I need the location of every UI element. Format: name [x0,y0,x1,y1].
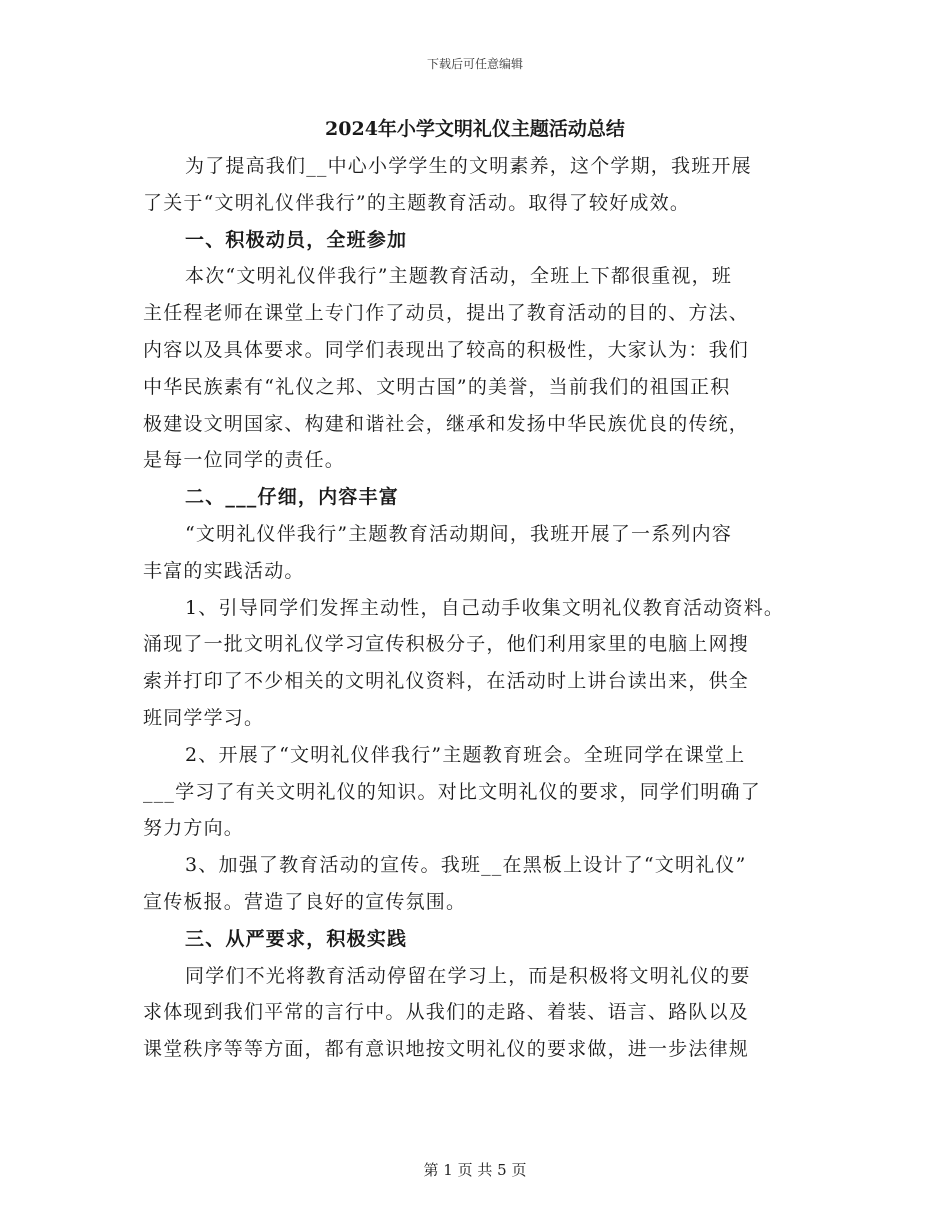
page-footer: 第 1 页 共 5 页 [423,1161,527,1179]
body-line: 了关于“文明礼仪伴我行”的主题教育活动。取得了较好成效。 [143,191,691,214]
body-line: “文明礼仪伴我行”主题教育活动期间，我班开展了一系列内容 [185,522,733,545]
body-line: 努力方向。 [143,817,245,840]
section-heading: 一、积极动员，全班参加 [185,228,408,251]
section-heading: 二、___仔细，内容丰富 [185,486,399,509]
body-line: 涌现了一批文明礼仪学习宣传积极分子，他们利用家里的电脑上网搜 [143,633,750,656]
body-line: 2、开展了“文明礼仪伴我行”主题教育班会。全班同学在课堂上 [185,743,746,766]
body-line: 课堂秩序等等方面，都有意识地按文明礼仪的要求做，进一步法律规 [143,1038,750,1061]
body-line: 内容以及具体要求。同学们表现出了较高的积极性，大家认为：我们 [143,338,750,361]
body-line: 中华民族素有“礼仪之邦、文明古国”的美誉，当前我们的祖国正积 [143,375,731,398]
body-line: 同学们不光将教育活动停留在学习上，而是积极将文明礼仪的要 [185,964,751,987]
document-title: 2024年小学文明礼仪主题活动总结 [325,118,625,140]
body-line: 丰富的实践活动。 [143,559,305,582]
page-header: 下载后可任意编辑 [426,57,523,71]
body-line: 宣传板报。营造了良好的宣传氛围。 [143,890,467,913]
body-line: 3、加强了教育活动的宣传。我班__在黑板上设计了“文明礼仪” [185,854,747,877]
body-line: ___学习了有关文明礼仪的知识。对比文明礼仪的要求，同学们明确了 [143,780,761,803]
body-line: 班同学学习。 [143,706,265,729]
body-line: 是每一位同学的责任。 [143,449,346,472]
body-line: 为了提高我们__中心小学学生的文明素养，这个学期，我班开展 [185,155,752,177]
body-line: 极建设文明国家、构建和谐社会，继承和发扬中华民族优良的传统， [143,412,750,435]
body-line: 索并打印了不少相关的文明礼仪资料，在活动时上讲台读出来，供全 [143,670,750,693]
document-body [143,148,823,1068]
body-line: 主任程老师在课堂上专门作了动员，提出了教育活动的目的、方法、 [143,302,750,325]
body-line: 1、引导同学们发挥主动性，自己动手收集文明礼仪教育活动资料。 [185,596,785,619]
body-line: 本次“文明礼仪伴我行”主题教育活动，全班上下都很重视，班 [185,265,733,288]
body-line: 求体现到我们平常的言行中。从我们的走路、着装、语言、路队以及 [143,1001,750,1024]
section-heading: 三、从严要求，积极实践 [185,927,408,950]
